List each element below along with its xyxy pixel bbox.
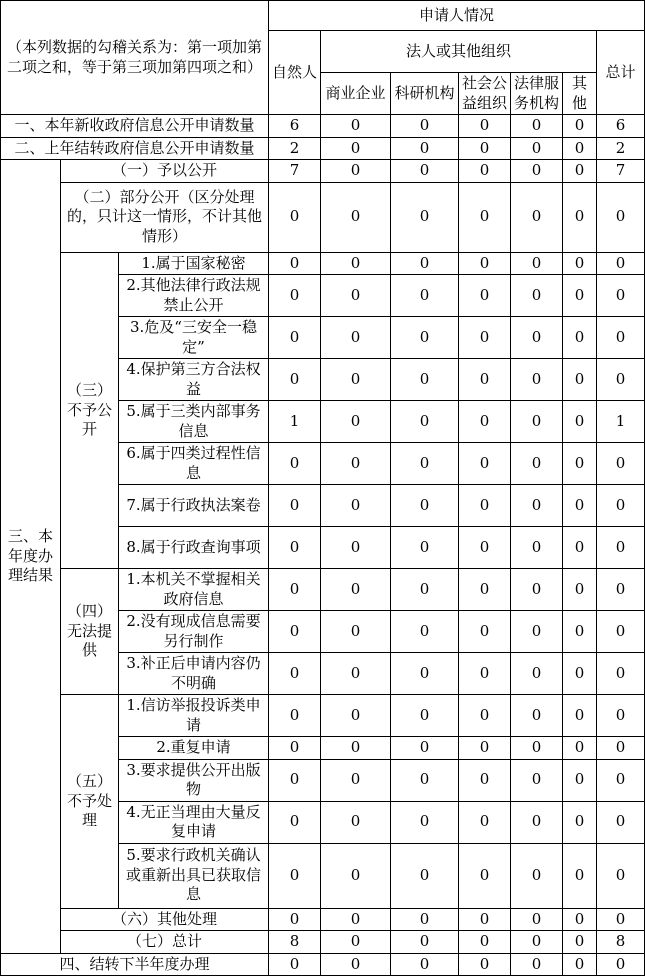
value-cell: 0 (511, 953, 563, 976)
value-cell: 0 (563, 653, 597, 695)
value-cell: 0 (321, 569, 391, 611)
value-cell: 6 (597, 115, 645, 138)
value-cell: 0 (321, 317, 391, 359)
value-cell: 8 (597, 931, 645, 954)
value-cell: 0 (511, 653, 563, 695)
value-cell: 0 (563, 401, 597, 443)
value-cell: 0 (269, 953, 321, 976)
value-cell: 0 (459, 653, 511, 695)
value-cell: 0 (597, 759, 645, 801)
value-cell: 0 (391, 182, 459, 252)
col-header-total: 总计 (597, 31, 645, 115)
value-cell: 0 (391, 611, 459, 653)
value-cell: 0 (563, 953, 597, 976)
value-cell: 1 (597, 401, 645, 443)
row-label-third-party-rights: 4.保护第三方合法权益 (119, 359, 269, 401)
value-cell: 0 (563, 695, 597, 737)
value-cell: 0 (459, 569, 511, 611)
value-cell: 0 (563, 443, 597, 485)
value-cell: 0 (321, 359, 391, 401)
value-cell: 0 (321, 252, 391, 275)
value-cell: 0 (597, 737, 645, 760)
value-cell: 0 (321, 843, 391, 908)
value-cell: 0 (511, 443, 563, 485)
value-cell: 0 (459, 695, 511, 737)
table-row (1, 695, 645, 737)
table-row (1, 115, 645, 138)
col-header-other: 其他 (563, 73, 597, 115)
value-cell: 0 (597, 485, 645, 527)
value-cell: 0 (563, 182, 597, 252)
value-cell: 0 (597, 843, 645, 908)
value-cell: 0 (391, 485, 459, 527)
value-cell: 0 (597, 252, 645, 275)
value-cell: 0 (459, 317, 511, 359)
value-cell: 0 (597, 908, 645, 931)
table-row (1, 160, 645, 183)
value-cell: 0 (511, 401, 563, 443)
value-cell: 0 (563, 160, 597, 183)
value-cell: 8 (269, 931, 321, 954)
value-cell: 0 (269, 275, 321, 317)
value-cell: 0 (459, 182, 511, 252)
value-cell: 0 (597, 317, 645, 359)
value-cell: 0 (391, 801, 459, 843)
col-header-public-welfare-org: 社会公益组织 (459, 73, 511, 115)
value-cell: 0 (269, 569, 321, 611)
value-cell: 0 (269, 611, 321, 653)
value-cell: 0 (391, 843, 459, 908)
section-label-unable-to-provide: （四）无法提供 (61, 569, 119, 695)
value-cell: 0 (391, 908, 459, 931)
value-cell: 0 (563, 611, 597, 653)
value-cell: 0 (563, 843, 597, 908)
value-cell: 0 (459, 843, 511, 908)
row-label-granted-disclosure: （一）予以公开 (61, 160, 269, 183)
value-cell: 0 (563, 759, 597, 801)
row-label-process-info: 6.属于四类过程性信息 (119, 443, 269, 485)
value-cell: 0 (321, 953, 391, 976)
value-cell: 0 (321, 182, 391, 252)
value-cell: 0 (597, 953, 645, 976)
value-cell: 0 (459, 115, 511, 138)
value-cell: 0 (511, 160, 563, 183)
value-cell: 0 (511, 801, 563, 843)
value-cell: 0 (391, 160, 459, 183)
value-cell: 0 (511, 317, 563, 359)
value-cell: 0 (563, 908, 597, 931)
value-cell: 0 (391, 953, 459, 976)
value-cell: 0 (597, 801, 645, 843)
row-label-internal-affairs-info: 5.属于三类内部事务信息 (119, 401, 269, 443)
value-cell: 0 (321, 160, 391, 183)
value-cell: 0 (597, 275, 645, 317)
value-cell: 0 (459, 137, 511, 160)
table-row (1, 908, 645, 931)
value-cell: 0 (511, 137, 563, 160)
value-cell: 6 (269, 115, 321, 138)
row-label-section-total: （七）总计 (61, 931, 269, 954)
row-label-administrative-inquiry: 8.属于行政查询事项 (119, 527, 269, 569)
value-cell: 2 (597, 137, 645, 160)
value-cell: 0 (391, 137, 459, 160)
value-cell: 0 (511, 275, 563, 317)
row-label-new-requests: 一、本年新收政府信息公开申请数量 (1, 115, 269, 138)
value-cell: 0 (269, 653, 321, 695)
value-cell: 0 (321, 931, 391, 954)
table-row (1, 137, 645, 160)
value-cell: 0 (511, 359, 563, 401)
value-cell: 0 (391, 737, 459, 760)
applicant-situation-header: 申请人情况 (269, 1, 645, 31)
value-cell: 0 (321, 485, 391, 527)
value-cell: 0 (269, 182, 321, 252)
header-row-1 (1, 1, 645, 31)
value-cell: 0 (321, 611, 391, 653)
value-cell: 0 (459, 443, 511, 485)
value-cell: 0 (597, 569, 645, 611)
value-cell: 0 (511, 843, 563, 908)
row-label-partial-disclosure: （二）部分公开（区分处理的，只计这一情形，不计其他情形） (61, 182, 269, 252)
row-label-carried-to-next-period: 四、结转下半年度办理 (1, 953, 269, 976)
col-header-legal-org: 法人或其他组织 (321, 31, 597, 73)
value-cell: 0 (459, 759, 511, 801)
value-cell: 2 (269, 137, 321, 160)
col-header-commercial-enterprise: 商业企业 (321, 73, 391, 115)
value-cell: 0 (321, 527, 391, 569)
value-cell: 0 (269, 359, 321, 401)
value-cell: 0 (391, 401, 459, 443)
value-cell: 0 (391, 653, 459, 695)
value-cell: 0 (563, 569, 597, 611)
value-cell: 0 (459, 401, 511, 443)
value-cell: 7 (269, 160, 321, 183)
value-cell: 0 (321, 908, 391, 931)
value-cell: 0 (597, 695, 645, 737)
value-cell: 0 (459, 953, 511, 976)
row-label-confirm-obtained-info: 5.要求行政机关确认或重新出具已获取信息 (119, 843, 269, 908)
value-cell: 0 (511, 485, 563, 527)
reconciliation-note: （本列数据的勾稽关系为：第一项加第二项之和，等于第三项加第四项之和） (1, 1, 269, 115)
value-cell: 0 (459, 611, 511, 653)
value-cell: 0 (321, 759, 391, 801)
col-header-natural-person: 自然人 (269, 31, 321, 115)
value-cell: 0 (511, 759, 563, 801)
value-cell: 0 (269, 759, 321, 801)
value-cell: 0 (269, 527, 321, 569)
value-cell: 0 (459, 275, 511, 317)
row-label-petition-complaint: 1.信访举报投诉类申请 (119, 695, 269, 737)
value-cell: 0 (563, 137, 597, 160)
value-cell: 0 (597, 182, 645, 252)
value-cell: 0 (563, 317, 597, 359)
value-cell: 0 (563, 801, 597, 843)
value-cell: 0 (563, 252, 597, 275)
value-cell: 0 (511, 569, 563, 611)
value-cell: 0 (511, 252, 563, 275)
value-cell: 0 (269, 252, 321, 275)
value-cell: 0 (391, 275, 459, 317)
value-cell: 0 (597, 527, 645, 569)
value-cell: 1 (269, 401, 321, 443)
section-label-no-processing: （五）不予处理 (61, 695, 119, 909)
row-label-other-processing: （六）其他处理 (61, 908, 269, 931)
row-label-no-existing-info: 2.没有现成信息需要另行制作 (119, 611, 269, 653)
value-cell: 0 (459, 527, 511, 569)
value-cell: 0 (269, 801, 321, 843)
value-cell: 0 (459, 160, 511, 183)
row-label-state-secret: 1.属于国家秘密 (119, 252, 269, 275)
row-label-public-publications: 3.要求提供公开出版物 (119, 759, 269, 801)
value-cell: 0 (391, 252, 459, 275)
value-cell: 0 (511, 182, 563, 252)
row-label-enforcement-files: 7.属于行政执法案卷 (119, 485, 269, 527)
value-cell: 0 (511, 931, 563, 954)
value-cell: 0 (563, 485, 597, 527)
value-cell: 0 (597, 611, 645, 653)
row-label-endanger-security: 3.危及“三安全一稳定” (119, 317, 269, 359)
section-label-annual-results: 三、本年度办理结果 (1, 160, 61, 954)
value-cell: 0 (269, 443, 321, 485)
value-cell: 0 (321, 443, 391, 485)
table-row (1, 182, 645, 252)
value-cell: 0 (391, 115, 459, 138)
value-cell: 0 (269, 485, 321, 527)
value-cell: 0 (321, 801, 391, 843)
value-cell: 0 (597, 359, 645, 401)
value-cell: 0 (391, 317, 459, 359)
value-cell: 0 (459, 485, 511, 527)
value-cell: 0 (511, 908, 563, 931)
value-cell: 0 (597, 653, 645, 695)
section-label-no-disclosure: （三）不予公开 (61, 252, 119, 569)
row-label-still-unclear: 3.补正后申请内容仍不明确 (119, 653, 269, 695)
row-label-carried-over-requests: 二、上年结转政府信息公开申请数量 (1, 137, 269, 160)
table-row (1, 569, 645, 611)
value-cell: 0 (563, 737, 597, 760)
value-cell: 0 (391, 359, 459, 401)
value-cell: 0 (321, 401, 391, 443)
table-row (1, 953, 645, 976)
value-cell: 0 (511, 737, 563, 760)
value-cell: 0 (597, 443, 645, 485)
value-cell: 0 (321, 137, 391, 160)
value-cell: 7 (597, 160, 645, 183)
table-row (1, 931, 645, 954)
value-cell: 0 (563, 275, 597, 317)
row-label-info-not-held: 1.本机关不掌握相关政府信息 (119, 569, 269, 611)
value-cell: 0 (563, 359, 597, 401)
value-cell: 0 (269, 695, 321, 737)
row-label-unjustified-repeated: 4.无正当理由大量反复申请 (119, 801, 269, 843)
col-header-legal-service-org: 法律服务机构 (511, 73, 563, 115)
value-cell: 0 (391, 443, 459, 485)
value-cell: 0 (511, 115, 563, 138)
value-cell: 0 (269, 843, 321, 908)
value-cell: 0 (563, 527, 597, 569)
value-cell: 0 (321, 653, 391, 695)
value-cell: 0 (459, 908, 511, 931)
value-cell: 0 (321, 275, 391, 317)
value-cell: 0 (391, 569, 459, 611)
value-cell: 0 (511, 611, 563, 653)
value-cell: 0 (511, 527, 563, 569)
value-cell: 0 (459, 737, 511, 760)
value-cell: 0 (459, 931, 511, 954)
value-cell: 0 (321, 115, 391, 138)
table-row (1, 252, 645, 275)
row-label-repeat-request: 2.重复申请 (119, 737, 269, 760)
value-cell: 0 (391, 527, 459, 569)
value-cell: 0 (321, 695, 391, 737)
value-cell: 0 (563, 931, 597, 954)
value-cell: 0 (511, 695, 563, 737)
value-cell: 0 (391, 695, 459, 737)
value-cell: 0 (269, 908, 321, 931)
value-cell: 0 (391, 759, 459, 801)
value-cell: 0 (321, 737, 391, 760)
value-cell: 0 (391, 931, 459, 954)
value-cell: 0 (459, 252, 511, 275)
value-cell: 0 (269, 317, 321, 359)
col-header-research-institution: 科研机构 (391, 73, 459, 115)
value-cell: 0 (459, 359, 511, 401)
value-cell: 0 (459, 801, 511, 843)
value-cell: 0 (269, 737, 321, 760)
value-cell: 0 (563, 115, 597, 138)
row-label-prohibited-by-law: 2.其他法律行政法规禁止公开 (119, 275, 269, 317)
